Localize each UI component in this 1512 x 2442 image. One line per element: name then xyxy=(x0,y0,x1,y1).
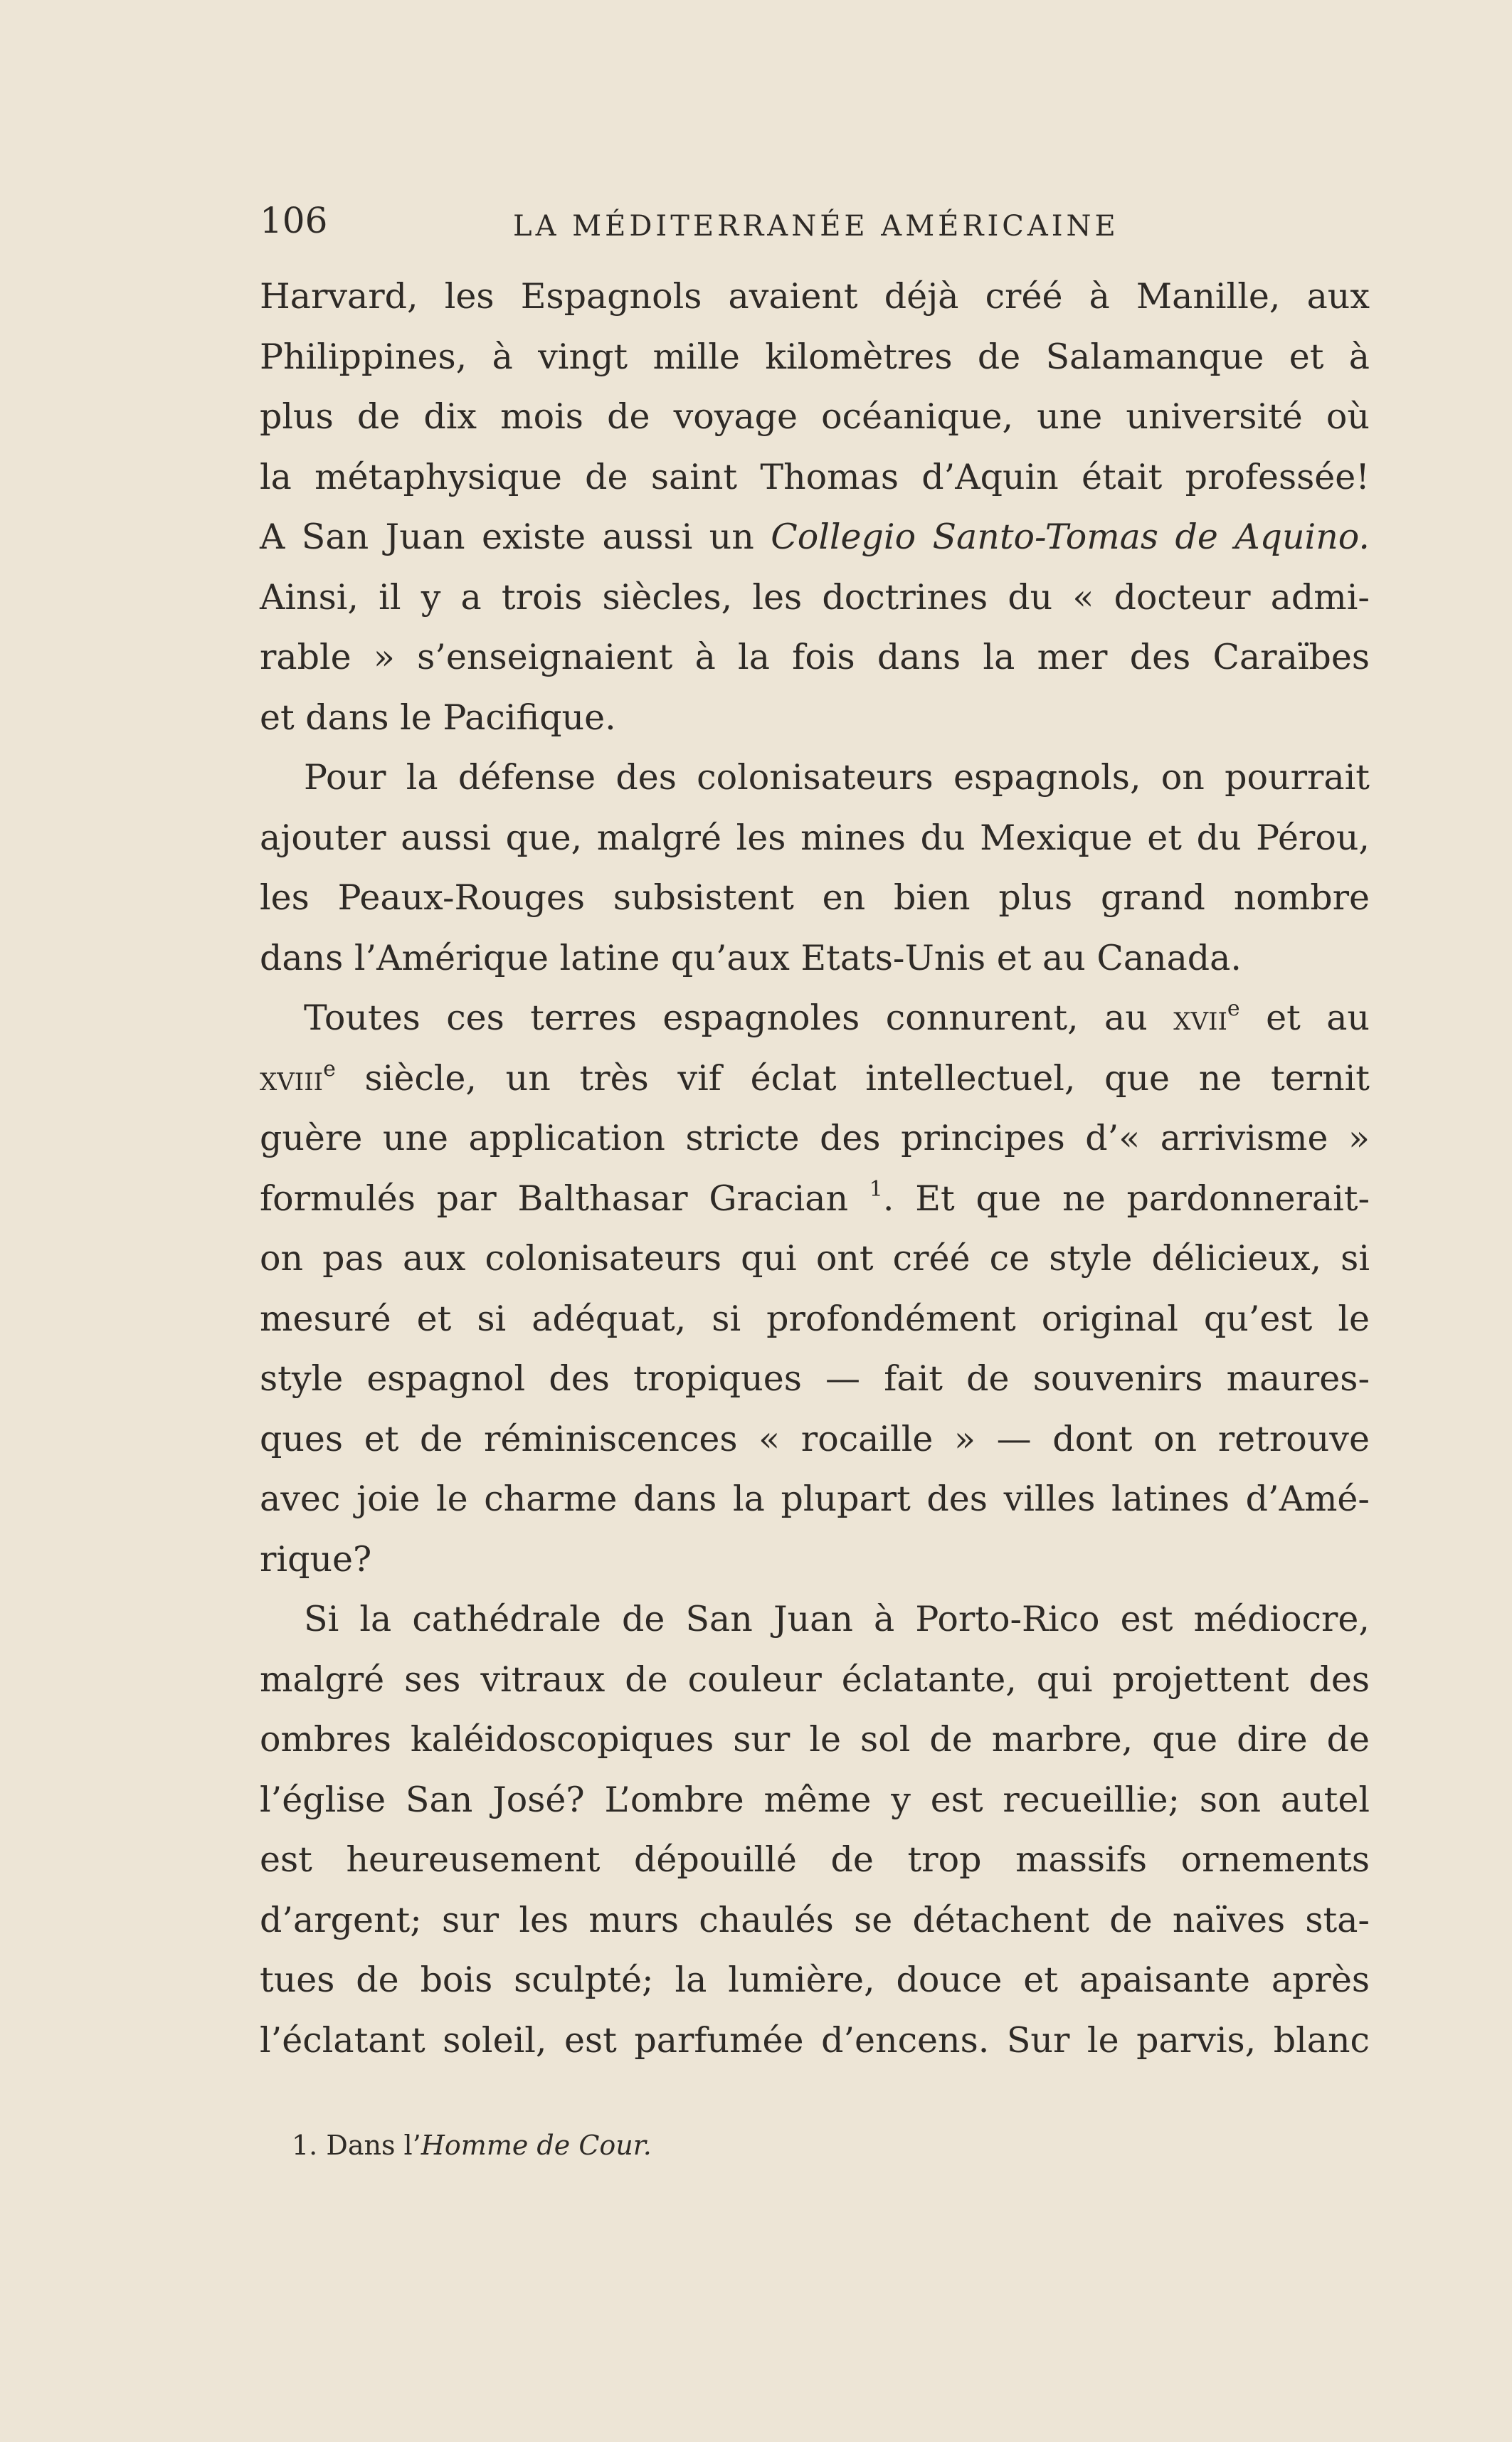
text-segment: A San Juan existe aussi un xyxy=(260,517,771,557)
century-numeral: xviii xyxy=(260,1057,324,1099)
footnote-italic-title: Homme de Cour. xyxy=(421,2130,652,2161)
text-line: les Peaux-Rouges subsistent en bien plus grand nombre xyxy=(260,877,1370,918)
text-line: Philippines, à vingt mille kilomètres de Salamanque et à xyxy=(260,336,1370,377)
body-text xyxy=(260,267,1370,2071)
footnote-number: 1. xyxy=(292,2130,318,2161)
footnote-marker: 1 xyxy=(869,1176,883,1202)
text-line: l’éclatant soleil, est parfumée d’encens. Sur le parvis, blanc xyxy=(260,2019,1370,2061)
text-line xyxy=(260,1169,1370,1230)
page-number: 106 xyxy=(260,200,328,241)
text-line: la métaphysique de saint Thomas d’Aquin était professée! xyxy=(260,456,1370,497)
text-line: Ainsi, il y a trois siècles, les doctrines du « docteur admi- xyxy=(260,576,1370,618)
text-line: Si la cathédrale de San Juan à Porto-Rico est médiocre, xyxy=(304,1599,1370,1639)
footnote xyxy=(292,2124,652,2167)
text-line: ombres kaléidoscopiques sur le sol de marbre, que dire de xyxy=(260,1719,1370,1760)
footnote-text: Dans l’ xyxy=(326,2130,421,2161)
text-line: Pour la défense des colonisateurs espagnols, on pourrait xyxy=(304,757,1370,798)
text-line: l’église San José? L’ombre même y est recueillie; son autel xyxy=(260,1779,1370,1820)
text-segment: formulés par Balthasar Gracian xyxy=(260,1178,869,1219)
text-line: dans l’Amérique latine qu’aux Etats-Unis et au Canada. xyxy=(260,937,1242,978)
text-line xyxy=(260,1049,1370,1109)
text-line: malgré ses vitraux de couleur éclatante, qui projettent des xyxy=(260,1659,1370,1700)
text-line: rable » s’enseignaient à la fois dans la mer des Caraïbes xyxy=(260,637,1370,677)
text-line: d’argent; sur les murs chaulés se détachent de naïves sta- xyxy=(260,1899,1370,1940)
text-segment: siècle, un très vif éclat intellectuel, que ne ternit xyxy=(335,1057,1370,1099)
text-line: est heureusement dépouillé de trop massifs ornements xyxy=(260,1839,1370,1880)
text-segment: et au xyxy=(1239,998,1370,1038)
text-line: on pas aux colonisateurs qui ont créé ce style délicieux, si xyxy=(260,1238,1370,1279)
text-segment: . Et que ne pardonnerait- xyxy=(882,1178,1370,1219)
text-line: tues de bois sculpté; la lumière, douce et apaisante après xyxy=(260,1960,1370,2000)
text-line xyxy=(260,988,1370,1049)
text-line: Harvard, les Espagnols avaient déjà créé à Manille, aux xyxy=(260,276,1370,317)
text-line: avec joie le charme dans la plupart des villes latines d’Amé- xyxy=(260,1479,1370,1519)
text-line: style espagnol des tropiques — fait de souvenirs maures- xyxy=(260,1358,1370,1399)
text-line: ajouter aussi que, malgré les mines du Mexique et du Pérou, xyxy=(260,817,1370,858)
text-segment: Toutes ces terres espagnoles connurent, au xyxy=(304,998,1174,1038)
text-line xyxy=(260,507,1370,568)
text-line: mesuré et si adéquat, si profondément original qu’est le xyxy=(260,1298,1370,1339)
running-title: LA MÉDITERRANÉE AMÉRICAINE xyxy=(513,210,1119,243)
text-line: rique? xyxy=(260,1538,372,1580)
text-line: guère une application stricte des principes d’« arrivisme » xyxy=(260,1118,1370,1158)
superscript: e xyxy=(323,1056,336,1082)
text-line: ques et de réminiscences « rocaille » — dont on retrouve xyxy=(260,1418,1370,1459)
text-line: plus de dix mois de voyage océanique, une université où xyxy=(260,396,1370,437)
century-numeral: xvii xyxy=(1173,998,1227,1038)
text-line: et dans le Pacifique. xyxy=(260,697,616,738)
page-header xyxy=(260,192,1370,249)
superscript: e xyxy=(1227,996,1240,1021)
italic-title: Collegio Santo-Tomas de Aquino. xyxy=(771,517,1370,557)
